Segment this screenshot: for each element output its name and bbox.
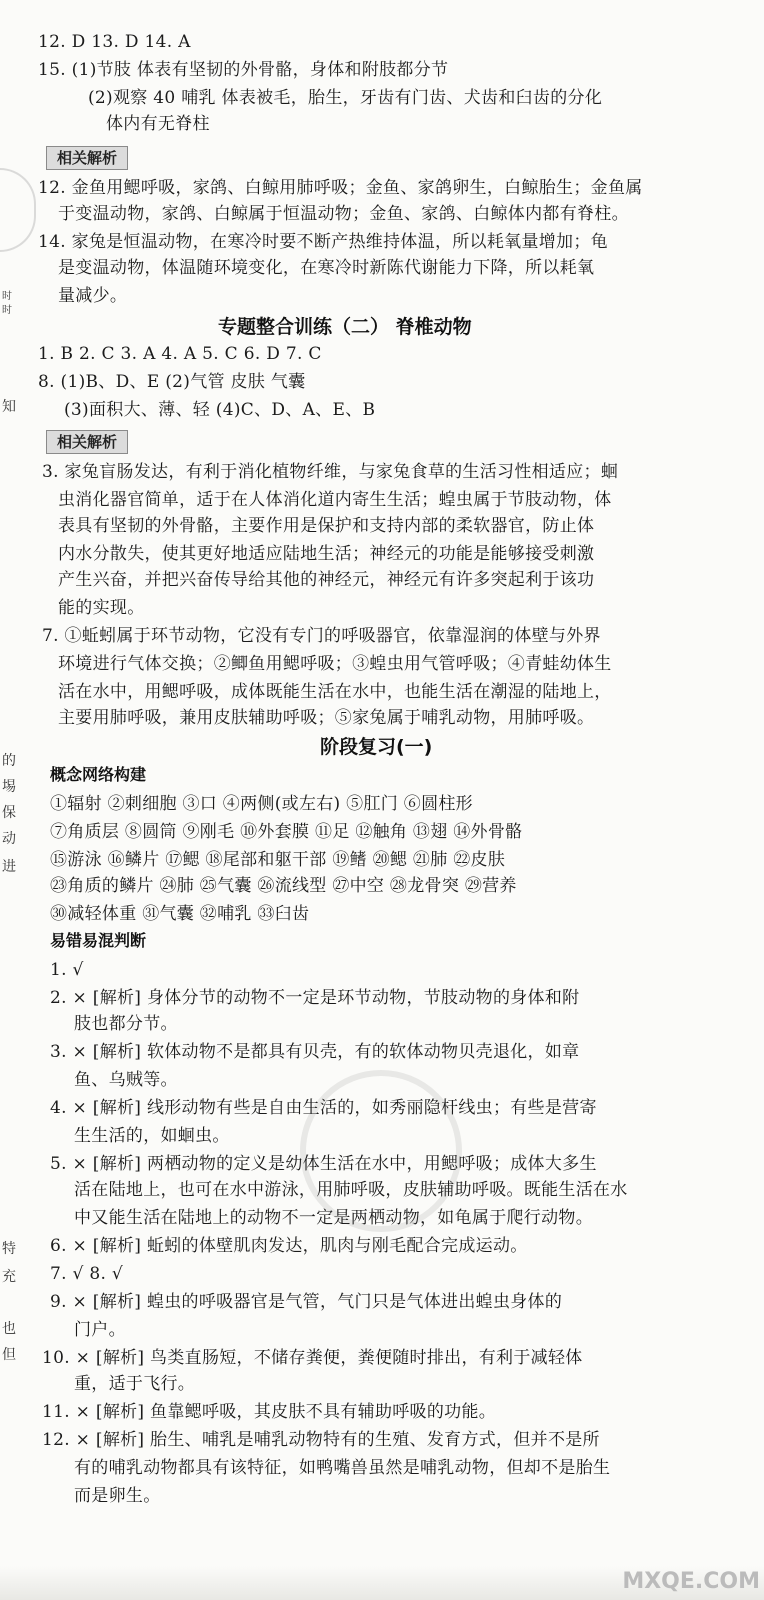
analysis-line: 14. 家兔是恒温动物，在寒冷时要不断产热维持体温，所以耗氧量增加；龟 xyxy=(38,232,608,252)
watermark-stamp: MXQE.COM xyxy=(622,1569,760,1594)
page-edge-decoration xyxy=(0,168,36,252)
concept-heading: 概念网络构建 xyxy=(50,765,147,784)
margin-fragment: 动 xyxy=(2,831,16,847)
margin-fragment: 埸 xyxy=(2,779,16,795)
margin-fragment: 知 xyxy=(2,399,16,415)
judge-line: 4. × [解析] 线形动物有些是自由生活的，如秀丽隐杆线虫；有些是营寄 xyxy=(50,1098,597,1118)
answer-line: 8. (1)B、D、E (2)气管 皮肤 气囊 xyxy=(38,372,306,392)
judge-line: 活在陆地上，也可在水中游泳，用肺呼吸，皮肤辅助呼吸。既能生活在水 xyxy=(74,1180,628,1200)
judge-line: 门户。 xyxy=(74,1320,126,1340)
concept-line: ㉓角质的鳞片 ㉔肺 ㉕气囊 ㉖流线型 ㉗中空 ㉘龙骨突 ㉙营养 xyxy=(50,876,517,896)
judge-line: 中又能生活在陆地上的动物不一定是两栖动物，如龟属于爬行动物。 xyxy=(74,1208,593,1228)
analysis-line: 是变温动物，体温随环境变化，在寒冷时新陈代谢能力下降，所以耗氧 xyxy=(58,258,595,278)
judge-line: 重，适于飞行。 xyxy=(74,1374,196,1394)
margin-fragment: 也 xyxy=(2,1321,16,1337)
analysis-line: 产生兴奋，并把兴奋传导给其他的神经元，神经元有许多突起利于该功 xyxy=(58,570,595,590)
analysis-line: 3. 家兔盲肠发达，有利于消化植物纤维，与家兔食草的生活习性相适应；蛔 xyxy=(42,462,619,482)
analysis-line: 活在水中，用鳃呼吸，成体既能生活在水中，也能生活在潮湿的陆地上， xyxy=(58,682,612,702)
margin-fragment: 的 xyxy=(2,753,16,769)
answer-line: 15. (1)节肢 体表有坚韧的外骨骼，身体和附肢都分节 xyxy=(38,60,449,80)
margin-fragment: 但 xyxy=(2,1347,16,1363)
analysis-tag: 相关解析 xyxy=(46,146,128,170)
judge-line: 3. × [解析] 软体动物不是都具有贝壳，有的软体动物贝壳退化，如章 xyxy=(50,1042,580,1062)
margin-fragment: 充 xyxy=(2,1269,16,1285)
judge-line: 10. × [解析] 鸟类直肠短，不储存粪便，粪便随时排出，有利于减轻体 xyxy=(42,1348,583,1368)
answer-line: 体内有无脊柱 xyxy=(106,114,210,134)
margin-fragment: 时 xyxy=(2,305,12,316)
watermark-seal-icon xyxy=(300,1070,462,1232)
judge-line: 1. √ xyxy=(50,960,84,980)
analysis-line: 主要用肺呼吸，兼用皮肤辅助呼吸；⑤家兔属于哺乳动物，用肺呼吸。 xyxy=(58,708,595,728)
concept-line: ①辐射 ②刺细胞 ③口 ④两侧(或左右) ⑤肛门 ⑥圆柱形 xyxy=(50,794,473,814)
judge-line: 7. √ 8. √ xyxy=(50,1264,124,1284)
judge-line: 11. × [解析] 鱼靠鳃呼吸，其皮肤不具有辅助呼吸的功能。 xyxy=(42,1402,497,1422)
answer-line: 12. D 13. D 14. A xyxy=(38,32,191,52)
analysis-line: 虫消化器官简单，适于在人体消化道内寄生生活；蝗虫属于节肢动物，体 xyxy=(58,490,612,510)
judge-heading: 易错易混判断 xyxy=(50,931,147,950)
judge-line: 有的哺乳动物都具有该特征，如鸭嘴兽虽然是哺乳动物，但却不是胎生 xyxy=(74,1458,611,1478)
judge-line: 6. × [解析] 蚯蚓的体壁肌肉发达，肌肉与刚毛配合完成运动。 xyxy=(50,1236,528,1256)
concept-line: ⑦角质层 ⑧圆筒 ⑨刚毛 ⑩外套膜 ⑪足 ⑫触角 ⑬翅 ⑭外骨骼 xyxy=(50,822,523,842)
analysis-line: 于变温动物，家鸽、白鲸属于恒温动物；金鱼、家鸽、白鲸体内都有脊柱。 xyxy=(58,204,629,224)
concept-line: ㉚减轻体重 ㉛气囊 ㉜哺乳 ㉝臼齿 xyxy=(50,904,310,924)
margin-fragment: 保 xyxy=(2,805,16,821)
analysis-tag: 相关解析 xyxy=(46,430,128,454)
margin-fragment: 时 xyxy=(2,291,12,302)
judge-line: 2. × [解析] 身体分节的动物不一定是环节动物，节肢动物的身体和附 xyxy=(50,988,580,1008)
section-title: 阶段复习(一) xyxy=(320,736,433,758)
judge-line: 9. × [解析] 蝗虫的呼吸器官是气管，气门只是气体进出蝗虫身体的 xyxy=(50,1292,563,1312)
judge-line: 肢也都分节。 xyxy=(74,1014,178,1034)
concept-line: ⑮游泳 ⑯鳞片 ⑰鳃 ⑱尾部和躯干部 ⑲鳍 ⑳鳃 ㉑肺 ㉒皮肤 xyxy=(50,850,506,870)
answer-line: (2)观察 40 哺乳 体表被毛，胎生，牙齿有门齿、犬齿和臼齿的分化 xyxy=(88,88,603,108)
analysis-line: 表具有坚韧的外骨骼，主要作用是保护和支持内部的柔软器官，防止体 xyxy=(58,516,595,536)
analysis-line: 内水分散失，使其更好地适应陆地生活；神经元的功能是能够接受刺激 xyxy=(58,544,595,564)
analysis-line: 12. 金鱼用鳃呼吸，家鸽、白鲸用肺呼吸；金鱼、家鸽卵生，白鲸胎生；金鱼属 xyxy=(38,178,643,198)
analysis-line: 能的实现。 xyxy=(58,598,145,618)
analysis-line: 量减少。 xyxy=(58,286,128,306)
judge-line: 生生活的，如蛔虫。 xyxy=(74,1126,230,1146)
analysis-line: 7. ①蚯蚓属于环节动物，它没有专门的呼吸器官，依靠湿润的体壁与外界 xyxy=(42,626,601,646)
judge-line: 而是卵生。 xyxy=(74,1486,161,1506)
answer-line: (3)面积大、薄、轻 (4)C、D、A、E、B xyxy=(64,400,376,420)
answer-line: 1. B 2. C 3. A 4. A 5. C 6. D 7. C xyxy=(38,344,322,364)
judge-line: 12. × [解析] 胎生、哺乳是哺乳动物特有的生殖、发育方式，但并不是所 xyxy=(42,1430,600,1450)
judge-line: 鱼、乌贼等。 xyxy=(74,1070,178,1090)
section-title: 专题整合训练（二） 脊椎动物 xyxy=(218,316,472,338)
margin-fragment: 进 xyxy=(2,859,16,875)
judge-line: 5. × [解析] 两栖动物的定义是幼体生活在水中，用鳃呼吸；成体大多生 xyxy=(50,1154,597,1174)
margin-fragment: 特 xyxy=(2,1241,16,1257)
analysis-line: 环境进行气体交换；②鲫鱼用鳃呼吸；③蝗虫用气管呼吸；④青蛙幼体生 xyxy=(58,654,612,674)
